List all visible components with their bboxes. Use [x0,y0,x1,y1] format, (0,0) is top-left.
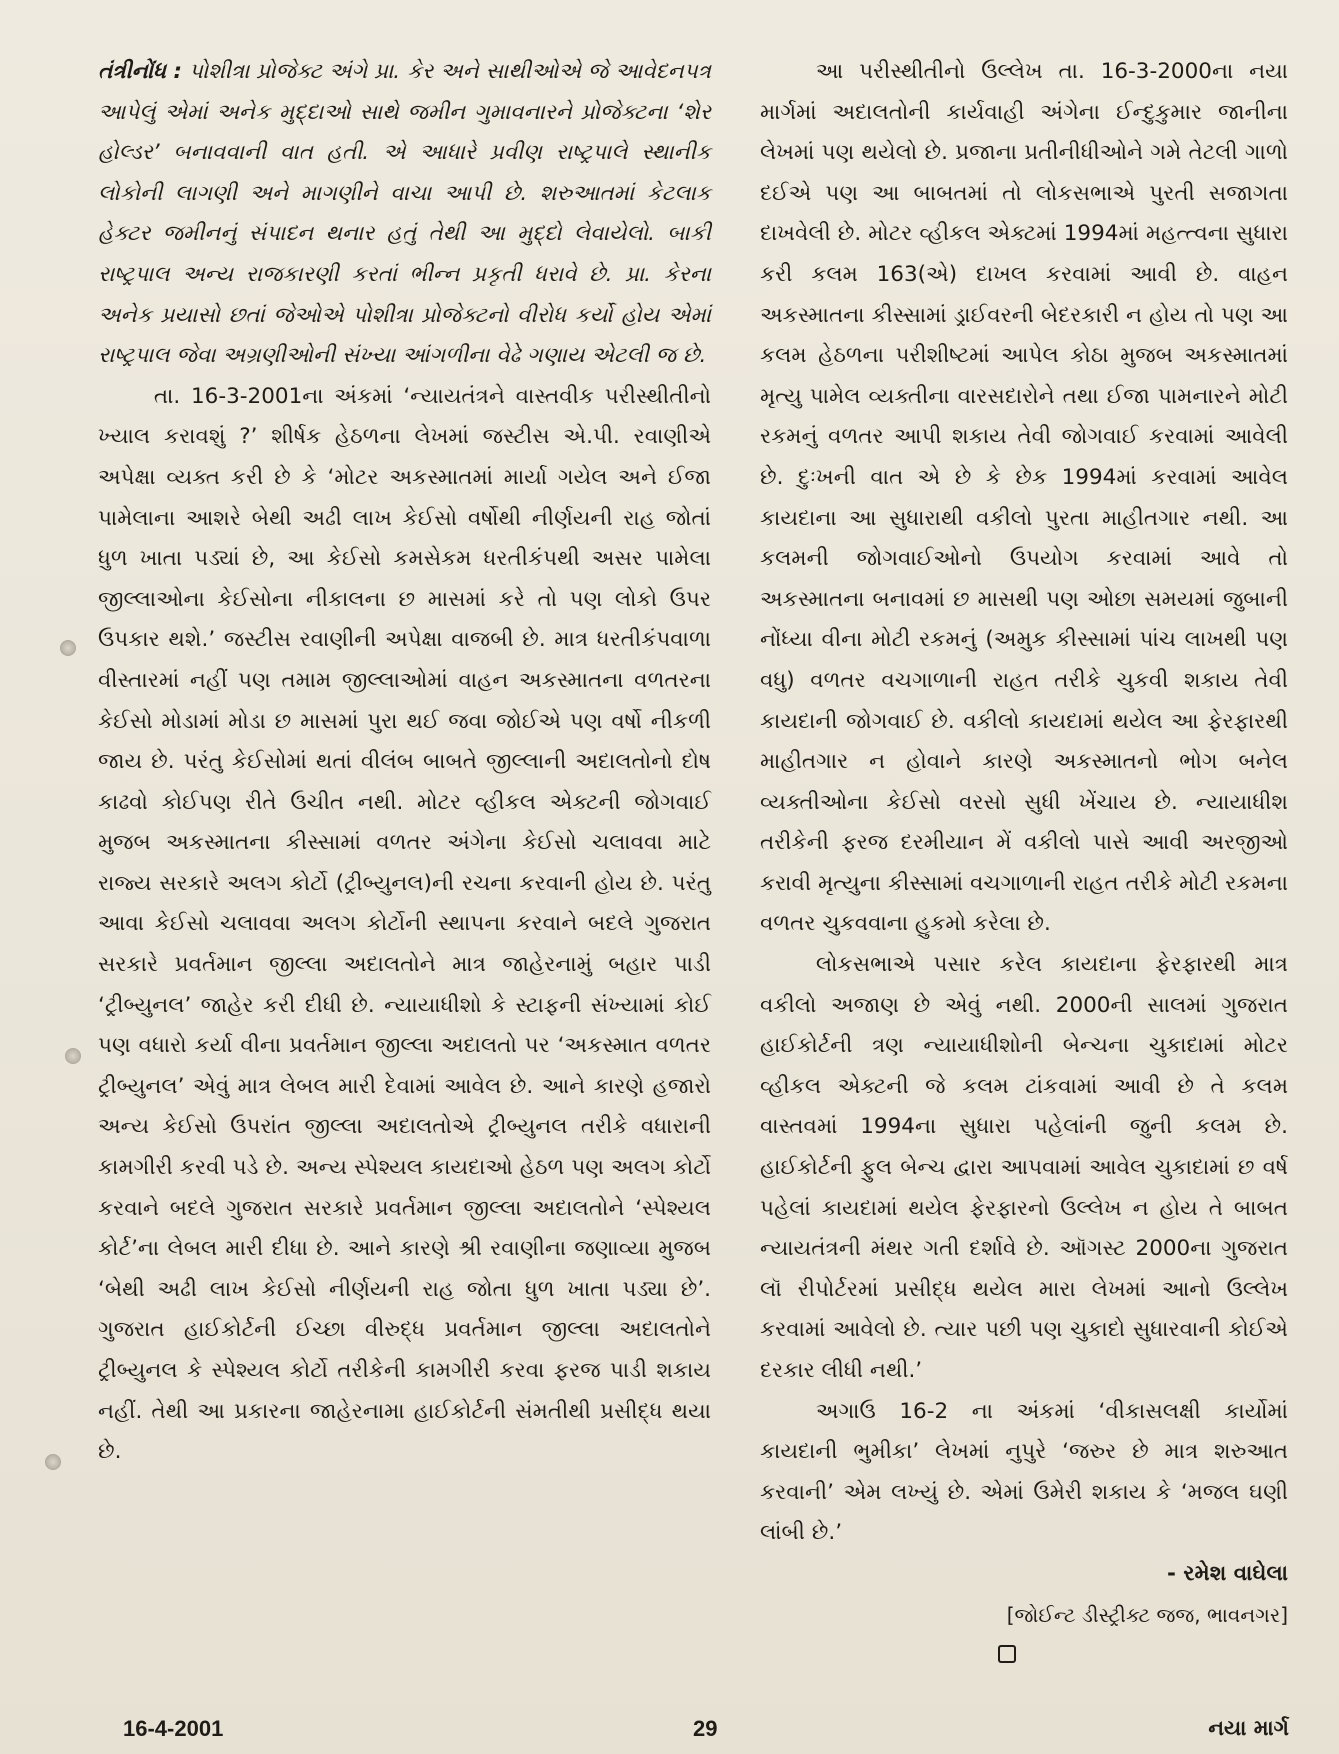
punch-hole [65,1048,81,1064]
paragraph-high-court: લોકસભાએ પસાર કરેલ કાયદાના ફેરફારથી માત્ર વકીલો અજાણ છે એવું નથી. 2000ની સાલમાં ગુજરાત હાઈકોર્ટની ત્રણ ન્યાયાધીશોની બેન્ચના ચુકાદામાં મોટર વ્હીકલ એક્ટની જે કલમ ટાંકવામાં આવી છે તે કલમ વાસ્તવમાં 1994ના સુધારા પહેલાંની જુની કલમ છે. હાઈકોર્ટની ફુલ બેન્ચ દ્વારા આપવામાં આવેલ ચુકાદામાં છ વર્ષ પહેલાં કાયદામાં થયેલ ફેરફારનો ઉલ્લેખ ન હોય તે બાબત ન્યાયતંત્રની મંથર ગતી દર્શાવે છે. ઑગસ્ટ 2000ના ગુજરાત લૉ રીપોર્ટરમાં પ્રસીદ્ધ થયેલ મારા લેખમાં આનો ઉલ્લેખ કરવામાં આવેલો છે. ત્યાર પછી પણ ચુકાદો સુધારવાની કોઈએ દરકાર લીધી નથી.’ [760,952,1288,1383]
author-designation: [જોઈન્ટ ડીસ્ટ્રીક્ટ જજ, ભાવનગર] [1006,1602,1288,1627]
magazine-name: નયા માર્ગ [1208,1716,1289,1740]
end-of-article-icon [998,1645,1016,1663]
page-number: 29 [693,1716,718,1741]
paragraph-situation: આ પરીસ્થીતીનો ઉલ્લેખ તા. 16-3-2000ના નયા માર્ગમાં અદાલતોની કાર્યવાહી અંગેના ઈન્દુકુમાર જાનીના લેખમાં પણ થયેલો છે. પ્રજાના પ્રતીનીધીઓને ગમે તેટલી ગાળો દઈએ પણ આ બાબતમાં તો લોકસભાએ પુરતી સજાગતા દાખવેલી છે. મોટર વ્હીકલ એક્ટમાં 1994માં મહત્ત્વના સુધારા કરી કલમ 163(એ) દાખલ કરવામાં આવી છે. વાહન અકસ્માતના કીસ્સામાં ડ્રાઈવરની બેદરકારી ન હોય તો પણ આ કલમ હેઠળના પરીશીષ્ટમાં આપેલ કોઠા મુજબ અકસ્માતમાં મૃત્યુ પામેલ વ્યક્તીના વારસદારોને તથા ઈજા પામનારને મોટી રકમનું વળતર આપી શકાય તેવી જોગવાઈ કરવામાં આવેલી છે. દુઃખની વાત એ છે કે છેક 1994માં કરવામાં આવેલ કાયદાના આ સુધારાથી વકીલો પુરતા માહીતગાર નથી. આ કલમની જોગવાઈઓનો ઉપયોગ કરવામાં આવે તો અકસ્માતના બનાવમાં છ માસથી પણ ઓછા સમયમાં જુબાની નોંધ્યા વીના મોટી રકમનું (અમુક કીસ્સામાં પાંચ લાખથી પણ વધુ) વળતર વચગાળાની રાહત તરીકે ચુકવી શકાય તેવી કાયદાની જોગવાઈ છે. વકીલો કાયદામાં થયેલ આ ફેરફારથી માહીતગાર ન હોવાને કારણે અકસ્માતનો ભોગ બનેલ વ્યક્તીઓના કેઈસો વરસો સુધી ખેંચાય છે. ન્યાયાધીશ તરીકેની ફરજ દરમીયાન મેં વકીલો પાસે આવી અરજીઓ કરાવી મૃત્યુના કીસ્સામાં વચગાળાની રાહત તરીકે મોટી રકમના વળતર ચુકવવાના હુકમો કરેલા છે. [760,59,1288,937]
footer-date: 16-4-2001 [123,1716,224,1741]
editor-note [98,52,711,377]
punch-hole [60,640,76,656]
paragraph-earlier-issue: અગાઉ 16-2 ના અંકમાં ‘વીકાસલક્ષી કાર્યોમાં કાયદાની ભુમીકા’ લેખમાં નુપુરે ‘જરુર છે માત્ર શરુઆત કરવાની’ એમ લખ્યું છે. એમાં ઉમેરી શકાય કે ‘મજલ ઘણી લાંબી છે.’ [760,1398,1288,1546]
body-paragraph: તા. 16-3-2001ના અંકમાં ‘ન્યાયતંત્રને વાસ્તવીક પરીસ્થીતીનો ખ્યાલ કરાવશું ?’ શીર્ષક હેઠળના લેખમાં જસ્ટીસ એ.પી. રવાણીએ અપેક્ષા વ્યક્ત કરી છે કે ‘મોટર અકસ્માતમાં માર્યા ગયેલ અને ઈજા પામેલાના આશરે બેથી અઢી લાખ કેઈસો વર્ષોથી નીર્ણયની રાહ જોતાં ધુળ ખાતા પડ્યાં છે, આ કેઈસો કમસેકમ ધરતીકંપથી અસર પામેલા જીલ્લાઓના કેઈસોના નીકાલના છ માસમાં કરે તો પણ લોકો ઉપર ઉપકાર થશે.’ જસ્ટીસ રવાણીની અપેક્ષા વાજબી છે. માત્ર ધરતીકંપવાળા વીસ્તારમાં નહીં પણ તમામ જીલ્લાઓમાં વાહન અકસ્માતના વળતરના કેઈસો મોડામાં મોડા છ માસમાં પુરા થઈ જવા જોઈએ પણ વર્ષો નીકળી જાય છે. પરંતુ કેઈસોમાં થતાં વીલંબ બાબતે જીલ્લાની અદાલતોનો દોષ કાઢવો કોઈપણ રીતે ઉચીત નથી. મોટર વ્હીકલ એક્ટની જોગવાઈ મુજબ અકસ્માતના કીસ્સામાં વળતર અંગેના કેઈસો ચલાવવા માટે રાજ્ય સરકારે અલગ કોર્ટો (ટ્રીબ્યુનલ)ની રચના કરવાની હોય છે. પરંતુ આવા કેઈસો ચલાવવા અલગ કોર્ટોની સ્થાપના કરવાને બદલે ગુજરાત સરકારે પ્રવર્તમાન જીલ્લા અદાલતોને માત્ર જાહેરનામું બહાર પાડી ‘ટ્રીબ્યુનલ’ જાહેર કરી દીધી છે. ન્યાયાધીશો કે સ્ટાફની સંખ્યામાં કોઈ પણ વધારો કર્યા વીના પ્રવર્તમાન જીલ્લા અદાલતો પર ‘અકસ્માત વળતર ટ્રીબ્યુનલ’ એવું માત્ર લેબલ મારી દેવામાં આવેલ છે. આને કારણે હજારો અન્ય કેઈસો ઉપરાંત જીલ્લા અદાલતોએ ટ્રીબ્યુનલ તરીકે વધારાની કામગીરી કરવી પડે છે. અન્ય સ્પેશ્યલ કાયદાઓ હેઠળ પણ અલગ કોર્ટો કરવાને બદલે ગુજરાત સરકારે પ્રવર્તમાન જીલ્લા અદાલતોને ‘સ્પેશ્યલ કોર્ટ’ના લેબલ મારી દીધા છે. આને કારણે શ્રી રવાણીના જણાવ્યા મુજબ ‘બેથી અઢી લાખ કેઈસો નીર્ણયની રાહ જોતા ધુળ ખાતા પડ્યા છે’. ગુજરાત હાઈકોર્ટની ઈચ્છા વીરુદ્ધ પ્રવર્તમાન જીલ્લા અદાલતોને ટ્રીબ્યુનલ કે સ્પેશ્યલ કોર્ટો તરીકેની કામગીરી કરવા ફરજ પાડી શકાય નહીં. તેથી આ પ્રકારના જાહેરનામા હાઈકોર્ટની સંમતીથી પ્રસીદ્ધ થયા છે. [98,383,711,1465]
editor-note-text: પોશીત્રા પ્રોજેક્ટ અંગે પ્રા. કેર અને સાથીઓએ જે આવેદનપત્ર આપેલું એમાં અનેક મુદ્દાઓ સાથે જમીન ગુમાવનારને પ્રોજેક્ટના ‘શેર હોલ્ડર’ બનાવવાની વાત હતી. એ આધારે પ્રવીણ રાષ્ટ્રપાલે સ્થાનીક લોકોની લાગણી અને માગણીને વાચા આપી છે. શરુઆતમાં કેટલાક હેક્ટર જમીનનું સંપાદન થનાર હતું તેથી આ મુદ્દો લેવાયેલો. બાકી રાષ્ટ્રપાલ અન્ય રાજકારણી કરતાં ભીન્ન પ્રકૃતી ધરાવે છે. પ્રા. કેરના અનેક પ્રયાસો છતાં જેઓએ પોશીત્રા પ્રોજેક્ટનો વીરોધ કર્યો હોય એમાં રાષ્ટ્રપાલ જેવા અગ્રણીઓની સંખ્યા આંગળીના વેઢે ગણાય એટલી જ છે. [98,59,711,369]
left-column [98,52,711,1473]
editor-note-label: તંત્રીનોંધ : [98,59,183,84]
punch-hole [45,1454,61,1470]
author-signature: - રમેશ વાઘેલા [1167,1560,1288,1586]
right-column [760,52,1288,1663]
